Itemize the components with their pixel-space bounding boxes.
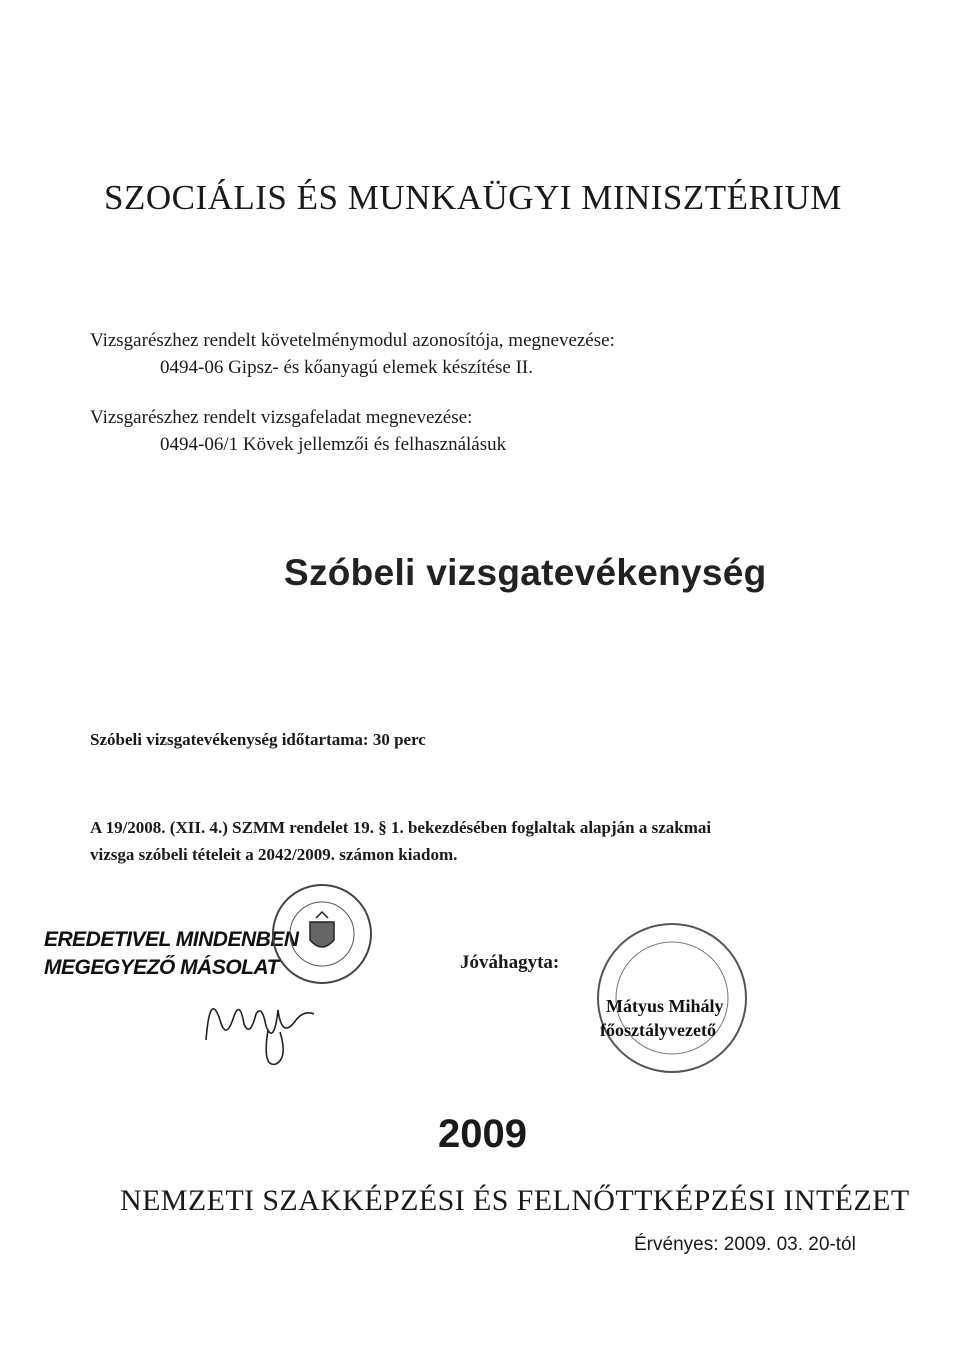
decree-line-1: A 19/2008. (XII. 4.) SZMM rendelet 19. § 1. bekezdésében foglaltak alapján a szakmai (90, 818, 712, 837)
copy-stamp-line-1: EREDETIVEL MINDENBEN (44, 928, 299, 951)
section-heading: Szóbeli vizsgatevékenység (284, 552, 767, 593)
document-year: 2009 (438, 1112, 527, 1156)
ministry-title: SZOCIÁLIS ÉS MUNKAÜGYI MINISZTÉRIUM (104, 178, 842, 217)
signer-name: Mátyus Mihály (606, 996, 724, 1016)
task-label: Vizsgarészhez rendelt vizsgafeladat megnevezése: (90, 407, 473, 428)
module-label: Vizsgarészhez rendelt követelménymodul azonosítója, megnevezése: (90, 330, 615, 351)
valid-from-date: Érvényes: 2009. 03. 20-tól (634, 1234, 856, 1255)
signature-icon (196, 980, 326, 1070)
copy-stamp-line-2: MEGEGYEZŐ MÁSOLAT (44, 956, 279, 979)
institute-name: NEMZETI SZAKKÉPZÉSI ÉS FELNŐTTKÉPZÉSI INTÉZET (120, 1184, 910, 1217)
task-value: 0494-06/1 Kövek jellemzői és felhasználásuk (160, 434, 507, 455)
signer-title: főosztályvezető (600, 1020, 716, 1040)
ministry-seal-icon (270, 882, 374, 986)
decree-line-2: vizsga szóbeli tételeit a 2042/2009. számon kiadom. (90, 845, 458, 864)
module-value: 0494-06 Gipsz- és kőanyagú elemek készítése II. (160, 357, 534, 378)
approved-label: Jóváhagyta: (460, 952, 560, 973)
duration-text: Szóbeli vizsgatevékenység időtartama: 30 perc (90, 730, 426, 749)
